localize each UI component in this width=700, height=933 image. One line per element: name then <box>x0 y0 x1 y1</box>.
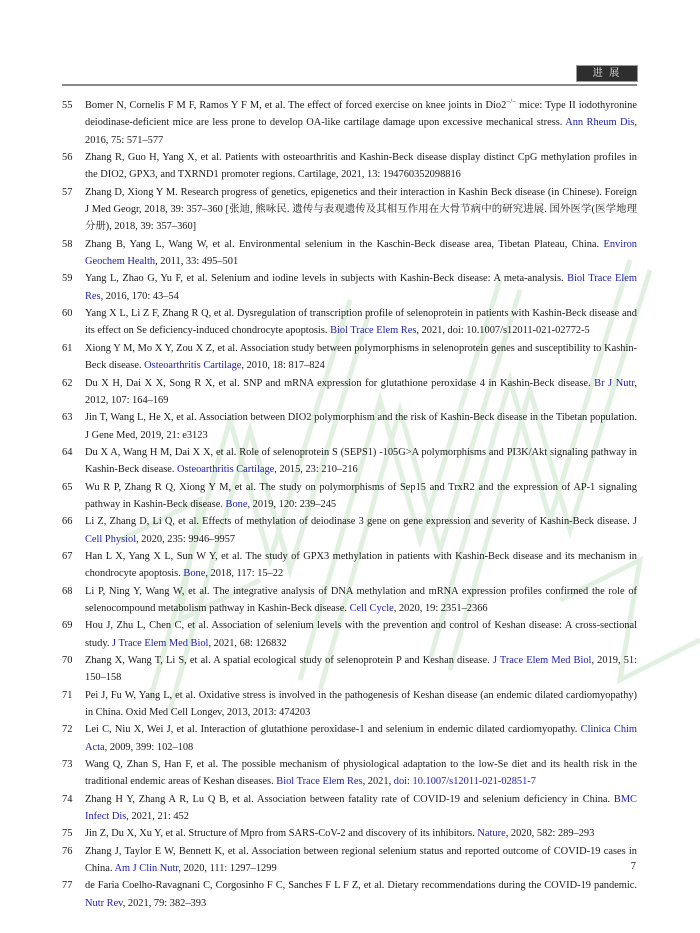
reference-item <box>62 149 637 184</box>
citation-text: Yang X L, Li Z F, Zhang R Q, et al. Dysregulation of transcription profile of selenoprotein in patients with Kashin-Beck disease and its effect on Se deficiency-induced chondrocyte apoptosis. <box>85 308 637 337</box>
journal-link[interactable]: Environ Geochem Health <box>85 238 637 268</box>
reference-text <box>85 149 637 184</box>
reference-item <box>62 756 637 791</box>
reference-text <box>85 305 637 340</box>
citation-text: Zhang X, Wang T, Li S, et al. A spatial ecological study of selenoprotein P and Keshan disease. <box>85 655 493 666</box>
header-rule <box>62 84 637 86</box>
citation-text: Jin T, Wang L, He X, et al. Association between DIO2 polymorphism and the risk of Kashin-Beck disease in the Tibetan population. J Gene Med, 2019, 21: e3123 <box>85 412 637 441</box>
section-badge: 进 展 <box>577 66 637 81</box>
reference-item <box>62 877 637 912</box>
journal-link[interactable]: Cell Cycle <box>349 602 394 614</box>
journal-link[interactable]: J Trace Elem Med Biol <box>492 655 592 666</box>
citation-text: Zhang R, Guo H, Yang X, et al. Patients with osteoarthritis and Kashin-Beck disease display distinct CpG methylation profiles in the DIO2, GPX3, and TXRND1 promoter regions. Cartilage, 2021, 13: 194760352098816 <box>85 152 637 181</box>
reference-text <box>85 877 637 912</box>
reference-text <box>85 791 637 826</box>
reference-item <box>62 721 637 756</box>
reference-item <box>62 409 637 444</box>
journal-link[interactable]: Bone <box>225 498 248 510</box>
reference-number: 74 <box>62 793 73 805</box>
journal-link[interactable]: Am J Clin Nutr <box>114 863 179 875</box>
journal-link[interactable]: Nutr Rev <box>85 897 123 909</box>
citation-text: , 2011, 33: 495–501 <box>155 256 239 268</box>
reference-text <box>85 184 637 236</box>
citation-text: , 2010, 18: 817–824 <box>241 360 325 372</box>
journal-link[interactable]: Ann Rheum Dis <box>565 117 635 129</box>
superscript-text: −/− <box>506 97 517 106</box>
reference-item <box>62 340 637 375</box>
reference-number: 70 <box>62 655 73 666</box>
reference-text <box>85 513 637 548</box>
reference-text <box>85 548 637 583</box>
citation-text: Zhang B, Yang L, Wang W, et al. Environmental selenium in the Kaschin-Beck disease area, Tibetan Plateau, China. <box>85 238 604 250</box>
reference-text <box>85 687 637 722</box>
citation-text: , 2018, 117: 15–22 <box>205 568 284 580</box>
reference-number: 68 <box>62 585 73 597</box>
reference-number: 55 <box>62 100 73 111</box>
citation-text: Wang Q, Zhan S, Han F, et al. The possible mechanism of physiological adaptation to the low-Se diet and its health risk in the traditional endemic areas of Keshan diseases. <box>85 759 637 788</box>
reference-number: 66 <box>62 516 73 528</box>
reference-number: 61 <box>62 342 73 354</box>
journal-link[interactable]: Bone <box>183 568 206 580</box>
reference-item <box>62 687 637 722</box>
reference-number: 62 <box>62 377 73 389</box>
reference-text <box>85 236 637 271</box>
citation-text: , 2021, 79: 382–393 <box>122 897 207 909</box>
journal-link[interactable]: doi: 10.1007/s12011-021-02851-7 <box>393 776 536 788</box>
reference-text <box>85 617 637 652</box>
citation-text: Bomer N, Cornelis F M F, Ramos Y F M, et al. The effect of forced exercise on knee joints in Dio2 <box>85 100 507 111</box>
reference-number: 57 <box>62 186 73 198</box>
reference-item <box>62 791 637 826</box>
citation-text: , 2020, 235: 9946–9957 <box>136 533 236 545</box>
reference-item <box>62 375 637 410</box>
page-number: 7 <box>630 861 636 872</box>
reference-item <box>62 583 637 618</box>
reference-item <box>62 97 637 149</box>
citation-text: , 2009, 399: 102–108 <box>104 741 194 753</box>
reference-item <box>62 236 637 271</box>
reference-item <box>62 513 637 548</box>
reference-number: 64 <box>62 446 73 458</box>
citation-text: Zhang D, Xiong Y M. Research progress of genetics, epigenetics and their interaction in Kashin Beck disease (in Chinese). Foreign J Med Geogr, 2018, 39: 357–360 [张迪, 熊咏民. 遗传与表观遗传及其相互作用在大骨节病中的研究进展. 国外医学(医学地理分册), 2018, 39: 357–360] <box>85 186 637 233</box>
reference-item <box>62 184 637 236</box>
reference-number: 56 <box>62 152 73 164</box>
journal-link[interactable]: Osteoarthritis Cartilage <box>144 360 242 372</box>
journal-link[interactable]: BMC Infect Dis <box>85 793 637 823</box>
citation-text: Yang L, Zhao G, Yu F, et al. Selenium and iodine levels in subjects with Kashin-Beck disease: A meta-analysis. <box>85 273 568 285</box>
reference-list <box>62 97 637 912</box>
reference-text <box>85 270 637 305</box>
journal-link[interactable]: Osteoarthritis Cartilage <box>177 464 275 476</box>
citation-text: Han L X, Yang X L, Sun W Y, et al. The study of GPX3 methylation in patients with Kashin-Beck disease and its mechanism in chondrocyte apoptosis. <box>85 550 637 580</box>
journal-link[interactable]: Biol Trace Elem Res <box>276 776 363 788</box>
journal-link[interactable]: J Cell Physiol <box>85 516 637 545</box>
reference-number: 75 <box>62 828 73 840</box>
reference-number: 65 <box>62 481 73 493</box>
reference-item <box>62 444 637 479</box>
citation-text: Du X H, Dai X X, Song R X, et al. SNP and mRNA expression for glutathione peroxidase 4 in Kashin-Beck disease. <box>85 377 595 389</box>
journal-link[interactable]: Nature <box>477 828 506 840</box>
reference-text <box>85 444 637 479</box>
citation-text: Xiong Y M, Mo X Y, Zou X Z, et al. Association study between polymorphisms in selenoprotein genes and susceptibility to Kashin-Beck disease. <box>85 342 637 372</box>
citation-text: Jin Z, Du X, Xu Y, et al. Structure of Mpro from SARS-CoV-2 and discovery of its inhibitors. <box>85 828 478 840</box>
reference-number: 59 <box>62 273 73 285</box>
reference-text <box>85 375 637 410</box>
reference-item <box>62 479 637 514</box>
reference-text <box>85 721 637 756</box>
reference-text <box>85 409 637 444</box>
journal-link[interactable]: Biol Trace Elem Res <box>85 273 637 302</box>
reference-number: 72 <box>62 724 73 736</box>
reference-item <box>62 825 637 842</box>
reference-number: 73 <box>62 759 73 771</box>
reference-text <box>85 583 637 618</box>
reference-item <box>62 305 637 340</box>
journal-link[interactable]: Br J Nutr <box>594 377 635 389</box>
reference-number: 63 <box>62 412 73 424</box>
citation-text: Wu R P, Zhang R Q, Xiong Y M, et al. The study on polymorphisms of Sep15 and TrxR2 and the expression of AP-1 signaling pathway in Kashin-Beck disease. <box>85 481 637 510</box>
citation-text: , 2021, doi: 10.1007/s12011-021-02772-5 <box>416 325 590 337</box>
citation-text: , 2020, 582: 289–293 <box>505 828 595 840</box>
citation-text: Lei C, Niu X, Wei J, et al. Interaction of glutathione peroxidase-1 and selenium in endemic dilated cardiomyopathy. <box>85 724 581 736</box>
citation-text: , 2020, 111: 1297–1299 <box>178 863 277 875</box>
citation-text: , 2016, 170: 43–54 <box>100 290 179 302</box>
reference-item <box>62 270 637 305</box>
citation-text: , 2021, 68: 126832 <box>208 637 287 649</box>
reference-item <box>62 548 637 583</box>
reference-item <box>62 617 637 652</box>
reference-number: 71 <box>62 689 73 701</box>
citation-text: , 2012, 107: 164–169 <box>85 377 637 406</box>
citation-text: , 2019, 120: 239–245 <box>247 498 337 510</box>
reference-number: 58 <box>62 238 73 250</box>
citation-text: Pei J, Fu W, Yang L, et al. Oxidative stress is involved in the pathogenesis of Keshan disease (an endemic dilated cardiomyopathy) in China. Oxid Med Cell Longev, 2013, 2013: 474203 <box>85 689 637 719</box>
citation-text: Li P, Ning Y, Wang W, et al. The integrative analysis of DNA methylation and mRNA expression profiles confirmed the role of selenocompound metabolism pathway in Kashin-Beck disease. <box>85 585 637 614</box>
reference-text <box>85 756 637 791</box>
citation-text: , 2020, 19: 2351–2366 <box>393 602 488 614</box>
journal-link[interactable]: J Trace Elem Med Biol <box>112 637 209 649</box>
citation-text: , 2019, 51: 150–158 <box>85 655 637 684</box>
reference-text <box>85 340 637 375</box>
reference-number: 60 <box>62 308 73 320</box>
reference-item <box>62 843 637 878</box>
citation-text: , 2021, <box>362 776 394 788</box>
reference-text <box>85 652 637 687</box>
reference-text <box>85 825 637 842</box>
journal-link[interactable]: Biol Trace Elem Res <box>330 325 417 337</box>
citation-text: Du X A, Wang H M, Dai X X, et al. Role of selenoprotein S (SEPS1) -105G>A polymorphisms and PI3K/Akt signaling pathway in Kashin-Beck disease. <box>85 446 637 476</box>
reference-number: 67 <box>62 550 73 562</box>
citation-text: Hou J, Zhu L, Chen C, et al. Association of selenium levels with the prevention and control of Keshan disease: A cross-sectional study. <box>85 620 637 649</box>
citation-text: , 2016, 75: 571–577 <box>85 117 637 146</box>
citation-text: , 2021, 21: 452 <box>126 811 189 823</box>
citation-text: , 2015, 23: 210–216 <box>274 464 358 476</box>
reference-number: 77 <box>62 880 73 892</box>
citation-text: Zhang H Y, Zhang A R, Lu Q B, et al. Association between fatality rate of COVID-19 and selenium deficiency in China. <box>85 793 614 805</box>
citation-text: de Faria Coelho-Ravagnani C, Corgosinho F C, Sanches F L F Z, et al. Dietary recommendations during the COVID-19 pandemic. <box>85 880 637 892</box>
citation-text: Zhang J, Taylor E W, Bennett K, et al. Association between regional selenium status and reported outcome of COVID-19 cases in China. <box>85 845 637 875</box>
reference-text <box>85 843 637 878</box>
citation-text: mice: Type II iodothyronine deiodinase-deficient mice are less prone to develop OA-like cartilage damage upon excessive mechanical stress. <box>85 100 637 129</box>
reference-item <box>62 652 637 687</box>
reference-number: 69 <box>62 620 73 632</box>
reference-number: 76 <box>62 845 73 857</box>
reference-text <box>85 479 637 514</box>
journal-link[interactable]: Clinica Chim Acta <box>85 724 638 753</box>
reference-text <box>85 97 637 149</box>
citation-text: Li Z, Zhang D, Li Q, et al. Effects of methylation of deiodinase 3 gene on gene expression and severity of Kashin-Beck disease. <box>85 516 633 528</box>
